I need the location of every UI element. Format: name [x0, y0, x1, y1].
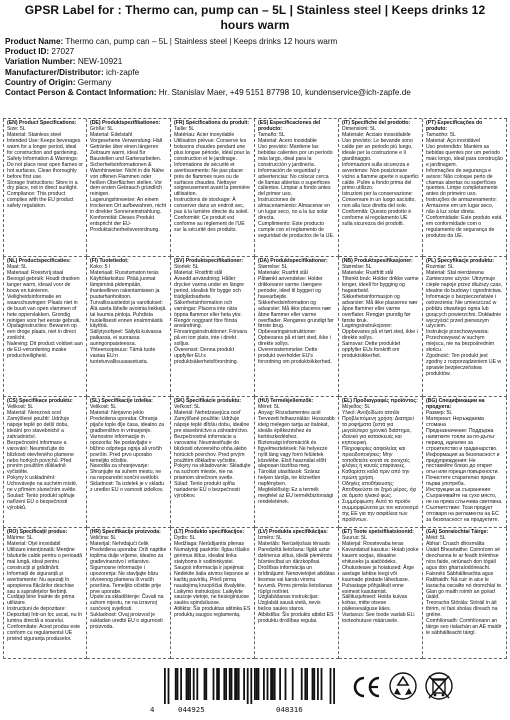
spec-body: Méret: 5L Anyag: Rozsdamentes acél Tervezett felhasználás: Hosszabb ideig melegen tartja az italokat, ideális építkezéshez és kertészkedéshez. Biztonsági információk és figyelmeztetések: Ne helyezze nyílt láng vagy forró felületek közelébe. Első használat előtt alaposan tisztítsa meg. Tárolási utasítások: Száraz helyen tárolja, ne közvetlen napfényben. Megfelelőség: Ez a termék megfelel az EU termékbiztonsági rendeletének. — [258, 403, 335, 506]
label-footer — [0, 660, 510, 718]
spec-body: Dydis: 5L Medžiaga: Nerūdijantis plienas Numatytoji paskirtis: Ilgiau išlaiko gėrimus šiltus, idealiai tinka statyboms ir sodininkystei. Saugos informacija ir įspėjimai: Nedėkite šalia atviros liepsnos ar karštų paviršių. Prieš pirmą naudojimą kruopščiai išvalykite. Laikymo instrukcijos: Laikykite sausoje vietoje, ne tiesioginiuose saulės spinduliuose. Atitiktis: Šis produktas atitinka ES produktų saugos reglamentą. — [174, 534, 251, 619]
spec-body: Dimensioni: 5L Materiale: Acciaio inossidabile Uso previsto: Le bevande sono calde per un periodo più lungo, ideale per la costruzione e il giardinaggio. Informazioni sulla sicurezza e avvertenze: Non posizionare vicino a fiamme aperte o superfici calde. Pulire a fondo prima del primo utilizzo. Istruzioni per la conservazione: Conservare in un luogo asciutto, non alla luce diretta del sole. Conformità: Questo prodotto è conforme al regolamento UE sulla sicurezza dei prodotti. — [342, 125, 419, 228]
info-key: Country of Origin: — [5, 77, 76, 87]
weee-bin-icon — [424, 671, 454, 708]
spec-cell-fr — [171, 119, 255, 257]
barcode-bar — [225, 668, 227, 700]
info-key: Product ID: — [5, 47, 50, 57]
barcode-bar — [223, 668, 225, 700]
spec-heading: (NB) Produktspesifikasjoner: — [342, 258, 413, 264]
spec-cell-pt — [423, 119, 507, 257]
product-id-row — [5, 47, 507, 57]
info-value: Germany — [77, 77, 112, 87]
barcode-bar — [238, 668, 240, 700]
label-title: GPSR Label for : Thermo can, pump can – 5L | Stainless steel | Keeps drinks 12 hours warm — [24, 3, 486, 32]
spec-cell-de — [87, 119, 171, 257]
spec-body: Tamanho: 5L Material: Aço inoxidável Uso pretendido: Mantém as bebidas quentes por um período mais longo, ideal para construção e jardinagem. Informações de segurança e avisos: Não coloque perto de chamas abertas ou superfícies quentes. Limpe completamente antes do primeiro uso. Instruções de armazenamento: Armazene em um lugar seco, não à luz solar direta. Conformidade: Este produto está em conformidade com o regulamento de segurança de produtos da UE. — [426, 131, 503, 240]
spec-cell-es — [255, 119, 339, 257]
spec-heading: (LV) Produkta specifikācijas: — [258, 529, 328, 535]
spec-body: Rozmiar: 5L Materiał: Stal nierdzewna Zamierzone użycie: Utrzymuje ciepłe napoje przez dłuższy czas, idealne do budowy i ogrodnictwa. Informacje o bezpieczeństwie i ostrzeżenia: Nie umieszczać w pobliżu otwartego ognia lub gorących powierzchni. Dokładnie wyczyścić przed pierwszym użyciem. Instrukcje przechowywania: Przechowywać w suchym miejscu, nie na bezpośrednim słońcu. Zgodność: Ten produkt jest zgodny z rozporządzeniem UE w sprawie bezpieczeństwa produktów. — [426, 263, 503, 378]
spec-cell-en — [3, 119, 87, 257]
ce-mark-icon — [352, 676, 382, 703]
barcode-bar — [285, 668, 287, 700]
barcode-bar — [231, 668, 233, 700]
spec-body: Størrelse: 5L Materiale: Rustfrit stål Påtænkt anvendelse: Holder drikkevarer varme i længere perioder, ideel til byggeri og havearbejde. Sikkerhedsinformation og advarsler: Må ikke placeres nær åbne flammer eller varme overflader. Rengøres grundigt før første brug. Opbevaringsinstruktioner: Opbevares på et tørt sted, ikke i direkte sollys. Overensstemmelse: Dette produkt overholder EU's forordning om produktsikkerhed. — [258, 263, 334, 366]
barcode-bar — [216, 668, 218, 700]
barcode-digit-first: 4 — [150, 705, 155, 714]
spec-cell-ga — [423, 528, 507, 659]
barcode-bar — [258, 668, 260, 700]
barcode-digits-right: 048316 — [276, 705, 303, 714]
barcode-bar — [301, 668, 303, 700]
barcode-bar — [234, 668, 236, 700]
spec-heading: (FI) Tuotetiedot: — [90, 258, 129, 264]
country-of-origin-row — [5, 78, 507, 88]
spec-cell-hr — [87, 528, 171, 659]
spec-cell-ro — [3, 528, 87, 659]
spec-body: Taille: 5L Matériau: Acier inoxydable Utilisation prévue: Conserve les boissons chaudes pendant une plus longue période, idéal pour la construction et le jardinage. Informations de sécurité et avertissements: Ne pas placer près de flammes nues ou de surfaces chaudes. Nettoyer soigneusement avant la première utilisation. Instructions de stockage: À conserver dans un endroit sec, pas à la lumière directe du soleil. Conformité: Ce produit est conforme au règlement de l'UE sur la sécurité des produits. — [174, 125, 251, 234]
spec-heading: (FR) Spécifications du produit: — [174, 120, 250, 126]
spec-body: Velikost: 5L Materiál: Nerezová ocel Zamýšlené použití: Udržuje nápoje teplé po delší dobu, ideální pro stavebnictví a zahradnictví. Bezpečnostní informace a varování: Neumisťujte do blízkosti otevřeného plamene nebo horkých povrchů. Před prvním použitím důkladně vyčistěte. Pokyny k uskladnění: Uchovávejte na suchém místě, ne v přímém slunečním světle. Soulad: Tento produkt splňuje nařízení EU o bezpečnosti výrobků. — [7, 403, 78, 512]
info-key: Variation Number: — [5, 57, 76, 67]
contact-row — [5, 88, 507, 98]
barcode-bar — [254, 668, 256, 700]
barcode-bar — [193, 668, 195, 700]
spec-heading: (HR) Specifikacije proizvoda: — [90, 529, 161, 535]
info-key: Contact Person & Contact Information: — [5, 88, 157, 98]
barcode-bar — [204, 668, 206, 700]
spec-cell-fi — [87, 257, 171, 397]
spec-cell-nb — [339, 257, 423, 397]
spec-body: Suurus: 5L Materjal: Roostevaba teras Kavandatud kasutus: Hoiab jooke kauem soojas, ideaalne ehituseks ja aiatöödeks. Ohutusteave ja hoiatused: Ärge asetage lahtise leegi või kuumade pindade lähedusse. Puhastage põhjalikult enne esimest kasutamist. Säilitusjuhised: Hoida kuivas kohas, mitte otsese päikesevalguse käes. Vastavus: See toode vastab ELi tooteohutuse määrusele. — [342, 534, 419, 625]
barcode-bar — [229, 668, 231, 700]
spec-heading: (EN) Product Specifications: — [7, 120, 77, 126]
spec-body: Velikost: 5L Material: Nerjavno jeklo Predvidena uporaba: Ohranja pijače tople dlje časa, idealno za gradbeništvo in vrtnarjenje. Varnostne informacije in opozorila: Ne postavljajte v bližino odprtega ognja ali vročih površin. Pred prvo uporabo temeljito očistite. Navodila za shranjevanje: Shranjujte na suhem mestu, ne na neposredni sončni svetlobi. Skladnost: Ta izdelek je v skladu z uredbo EU o varnosti izdelkov. — [90, 403, 165, 494]
info-value: Hr. Stanislav Maer, +49 5151 87798 10, kundenservice@ich-zapfe.de — [158, 88, 411, 98]
spec-body: Größe: 5L Material: Edelstahl Vorgesehene Verwendung: Hält Getränke über einen längeren Zeitraum warm, ideal für Baustellen und Gartenarbeiten. Sicherheitsinformationen & Warnhinweise: Nicht in die Nähe von offenen Flammen oder heißen Oberflächen stellen. Vor dem ersten Gebrauch gründlich reinigen. Lagerungshinweise: An einem trockenen Ort aufbewahren, nicht in direkter Sonneneinstrahlung. Konformität: Dieses Produkt entspricht der EU-Produktsicherheitsverordnung. — [90, 125, 167, 234]
spec-cell-hu — [255, 397, 339, 528]
spec-heading: (CS) Specifikace produktu: — [7, 398, 73, 404]
spec-heading: (BG) Спецификации на продукта: — [426, 398, 485, 410]
barcode-bar — [187, 668, 189, 700]
product-info — [5, 37, 507, 98]
barcode-bar — [164, 668, 166, 704]
barcode-bar — [243, 668, 245, 700]
spec-heading: (EL) Προδιαγραφές προϊόντος: — [342, 398, 418, 404]
spec-heading: (ES) Especificaciones del producto: — [258, 120, 321, 132]
barcode-bar — [312, 668, 314, 700]
spec-cell-et — [339, 528, 423, 659]
barcode-bar — [236, 668, 238, 700]
barcode-bar — [304, 668, 306, 700]
spec-heading: (NL) Productspecificaties: — [7, 258, 71, 264]
spec-body: Veľkosť: 5L Materiál: Nehrdzavejúca oceľ Zamýšľané použitie: Udržuje nápoje teplé dlhšiu dobu, ideálne pre stavebníctvo a záhradníctvo. Bezpečnostné informácie a varovania: Neumiestňujte do blízkosti otvoreného ohňa alebo horúcich povrchov. Pred prvým použitím dôkladne vyčistite. Pokyny na skladovanie: Skladujte na suchom mieste, nie na priamom slnečnom svetle. Súlad: Tento produkt spĺňa nariadenie EÚ o bezpečnosti výrobkov. — [174, 403, 251, 500]
ean-barcode — [150, 668, 346, 716]
info-value: Thermo can, pump can – 5L | Stainless steel | Keeps drinks 12 hours warm — [65, 37, 338, 46]
barcode-bar — [292, 668, 294, 700]
spec-cell-pl — [423, 257, 507, 397]
spec-heading: (SK) Špecifikácie produktu: — [174, 398, 242, 404]
spec-body: Koko: 5 l Materiaali: Ruostumaton teräs Käyttötarkoitus: Pitää juomat lämpiminä pidempään, ihanteellinen rakentamiseen ja puutarhanhoitoon. Turvallisuustiedot ja varoitukset: Älä aseta lähelle avoimia liekkejä tai kuumia pintoja. Puhdista huolellisesti ennen ensimmäistä käyttöä. Säilytysohjeet: Säilytä kuivassa paikassa, ei suorassa auringonpaisteessa. Yhteensopivuus: Tämä tuote vastaa EU:n tuoteturvallisuusasetusta. — [90, 263, 166, 366]
barcode-bar — [250, 668, 252, 704]
product-name-row — [5, 37, 507, 47]
spec-heading: (GA) Sonraíochtaí Táirge: — [426, 529, 489, 535]
spec-body: Размер: 5L Материал: Неръждаема стомана Предназначение: Поддържа напитките топли за по-дълъг период, идеален за строителство и градинарство. Информация за безопасност и предупреждения: Не поставяйте близо до открит огън или горещи повърхности. Почистете старателно преди първа употреба. Инструкции за съхранение: Съхранявайте на сухо място, не на пряка слънчева светлина. Съответствие: Този продукт отговаря на регламента на ЕС за безопасност на продуктите. — [426, 409, 503, 524]
barcode-bars — [150, 668, 346, 704]
barcode-bar — [279, 668, 281, 700]
barcode-bar — [175, 668, 177, 700]
barcode-bar — [196, 668, 198, 700]
barcode-bar — [213, 668, 215, 700]
barcode-bar — [321, 668, 323, 700]
spec-heading: (ET) Toote spetsifikatsioonid: — [342, 529, 414, 535]
spec-cell-sk — [171, 397, 255, 528]
spec-body: Μέγεθος: 5L Υλικό: Ανοξείδωτο ατσάλι Προβλεπόμενη χρήση: Διατηρεί τα ροφήματα ζεστά για μεγαλύτερο χρονικό διάστημα, ιδανικό για κατασκευές και κηπουρική. Πληροφορίες ασφαλείας και προειδοποιήσεις: Μην τοποθετείτε κοντά σε ανοιχτές φλόγες ή καυτές επιφάνειες. Καθαρίστε καλά πριν από την πρώτη χρήση. Οδηγίες αποθήκευσης: Αποθηκεύστε σε ξηρό μέρος, όχι σε άμεσο ηλιακό φως. Συμμόρφωση: Αυτό το προϊόν συμμορφώνεται με τον κανονισμό της ΕΕ για την ασφάλεια των προϊόντων. — [342, 403, 419, 524]
spec-body: Izmērs: 5L Materiāls: Nerūsējošais tērauds Paredzētā lietošana: Ilgāk uztur dzērienus siltus, ideāli piemērots būvniecībai un dārzkopībai. Drošības informācija un brīdinājumi: Nenovietojiet atklātas liesmas vai karstu virsmu tuvumā. Pirms pirmās lietošanas rūpīgi notīriet. Uzglabāšanas instrukcijas: Uzglabāt sausā vietā, nevis tiešos saules staros. Atbilstība: Šis produkts atbilst ES produktu drošības regulai. — [258, 534, 335, 625]
info-value: NEW-10921 — [77, 57, 123, 67]
barcode-bar — [168, 668, 170, 704]
barcode-bar — [186, 668, 188, 700]
spec-body: Mărime: 5L Material: Oțel inoxidabil Utilizare intenționată: Menține băuturile calde pentru o perioadă mai lungă, ideal pentru construcții și grădinărit. Informații de siguranță și avertismente: Nu așezați în apropierea flăcărilor deschise sau a suprafețelor fierbinți. Curățați bine înainte de prima utilizare. Instrucțiuni de depozitare: Depozitați într-un loc uscat, nu în lumina directă a soarelui. Conformitate: Acest produs este conform cu regulamentul UE privind siguranța produselor. — [7, 534, 83, 643]
barcode-bar — [270, 668, 272, 700]
spec-heading: (DE) Produktspezifikationen: — [90, 120, 161, 126]
spec-heading: (DA) Produktspecifikationer: — [258, 258, 328, 264]
barcode-bar — [274, 668, 276, 700]
spec-grid — [3, 118, 507, 659]
spec-body: Storlek: 5L Material: Rostfritt stål Avsedd användning: Håller drycker varma under en längre period, idealisk för bygge och trädgårdsarbete. Säkerhetsinformation och varningar: Placera inte nära öppna flammor eller heta ytor. Rengör noggrant före första användning. Förvaringsinstruktioner: Förvara på en torr plats, inte i direkt solljus. Överensst: Denna produkt uppfyller EU:s produktsäkerhetsförordning. — [174, 263, 247, 366]
info-key: Product Name: — [5, 37, 64, 46]
spec-body: Maat: 5L Materiaal: Roestvrij staal Beoogd gebruik: Houdt dranken langer warm, ideaal voor de bouw en tuinieren. Veiligheidsinformatie en waarschuwingen: Plaats niet in de buurt van open vlammen of hete oppervlakken. Grondig reinigen voor het eerste gebruik. Opslaginstructies: Bewaren op een droge plaats, niet in direct zonlicht. Naleving: Dit product voldoet aan de EU-verordening inzake productveiligheid. — [7, 263, 83, 360]
info-value: ich-zapfe — [106, 67, 140, 77]
spec-cell-it — [339, 119, 423, 257]
spec-body: Tamaño: 5L Material: Acero inoxidable Uso previsto: Mantiene las bebidas calientes por un período más largo, ideal para la construcción y jardinería. Información de seguridad y advertencias: No colocar cerca de llamas abiertas o superficies calientes. Limpiar a fondo antes del primer uso. Instrucciones de almacenamiento: Almacenar en un lugar seco, no a la luz solar directa. Cumplimiento: Este producto cumple con el reglamento de seguridad de productos de la UE. — [258, 131, 335, 240]
manufacturer-row — [5, 68, 507, 78]
spec-heading: (PT) Especificações do produto: — [426, 120, 483, 132]
barcode-bar — [177, 668, 179, 700]
barcode-digits-left: 044925 — [178, 705, 205, 714]
barcode-bar — [205, 668, 207, 700]
spec-heading: (SV) Produktspecifikationer: — [174, 258, 244, 264]
spec-body: Størrelse: 5L Materiale: Rustfritt stål Tiltenkt bruk: Holder drikke varme lenger, ideell for bygging og hagearbeid. Sikkerhetsinformasjon og advarsler: Må ikke plasseres nær åpne flammer eller varme overflater. Rengjør grundig før første bruk. Lagringsinstruksjoner: Oppbevares på et tørt sted, ikke i direkte sollys. Samsvar: Dette produktet oppfyller EUs forskrift om produktsikkerhet. — [342, 263, 419, 360]
recycling-icon — [388, 671, 418, 706]
spec-cell-lv — [255, 528, 339, 659]
spec-heading: (SL) Specifikacije izdelka: — [90, 398, 153, 404]
barcode-bar — [247, 668, 249, 704]
barcode-bar — [256, 668, 258, 700]
barcode-bar — [263, 668, 265, 700]
spec-cell-el — [339, 397, 423, 528]
spec-cell-nl — [3, 257, 87, 397]
spec-cell-bg — [423, 397, 507, 528]
spec-heading: (PL) Specyfikacje produktu: — [426, 258, 494, 264]
spec-body: Size: 5L Material: Stainless steel Intended Use: Keeps beverages warm for a longer period, ideal for construction and gardening. Safety Information & Warnings: Do not place near open flames or hot surfaces. Clean thoroughly before first use. Storage Instructions: Store in a dry place, not in direct sunlight. Compliance: This product complies with the EU product safety regulation. — [7, 125, 84, 210]
barcode-bar — [272, 668, 274, 700]
spec-cell-sl — [87, 397, 171, 528]
spec-body: Méid: 5L Ábhar: Cruach dhosmálta Úsáid Bheartaithe: Coinníonn sé deochanna te ar feadh tréimhse níos faide, oiriúnach don tógáil agus don gharraíodóireacht. Faisnéis Sábháilteachta agus Rabhaidh: Ná cuir in aice le lasracha oscailte nó dromchlaí te. Glan go maith roimh an gcéad úsáid. Treoracha Stórála: Stóráil in áit thirim, ní faoi sholas díreach na gréine. Comhlíonadh: Comhlíonann an táirge seo rialachán an AE maidir le sábháilteacht táirgí. — [426, 534, 503, 637]
barcode-bar — [180, 668, 182, 700]
barcode-bar — [317, 668, 319, 700]
spec-heading: (RO) Specificații produs: — [7, 529, 68, 535]
spec-body: Veličina: 5L Materijal: Nehrđajući čelik Predviđena uporaba: Drži napitke toplima dulje vrijeme, idealno za građevinarstvo i vrtlarstvo. Sigurnosne informacije i upozorenja: Ne stavljajte blizu otvorenog plamena ili vrućih površina. Temeljito očistite prije prve uporabe. Upute za skladištenje: Čuvati na suhom mjestu, ne na izravnoj sunčevoj svjetlosti. Sukladnost: Ovaj proizvod je sukladan uredbi EU o sigurnosti proizvoda. — [90, 534, 167, 631]
barcode-bar — [189, 668, 191, 700]
barcode-bar — [218, 668, 220, 700]
barcode-bar — [333, 668, 335, 704]
spec-heading: (HU) Termékjellemzők: — [258, 398, 314, 404]
spec-heading: (IT) Specifiche del prodotto: — [342, 120, 411, 126]
info-value: 27027 — [51, 47, 75, 57]
variation-number-row — [5, 57, 507, 67]
barcode-bar — [313, 668, 315, 700]
spec-cell-da — [255, 257, 339, 397]
spec-heading: (LT) Produkto specifikacijos: — [174, 529, 245, 535]
barcode-bar — [306, 668, 308, 700]
spec-cell-cs — [3, 397, 87, 528]
spec-cell-sv — [171, 257, 255, 397]
spec-cell-lt — [171, 528, 255, 659]
barcode-bar — [267, 668, 269, 700]
info-key: Manufacturer/Distributor: — [5, 67, 104, 77]
barcode-bar — [330, 668, 332, 704]
